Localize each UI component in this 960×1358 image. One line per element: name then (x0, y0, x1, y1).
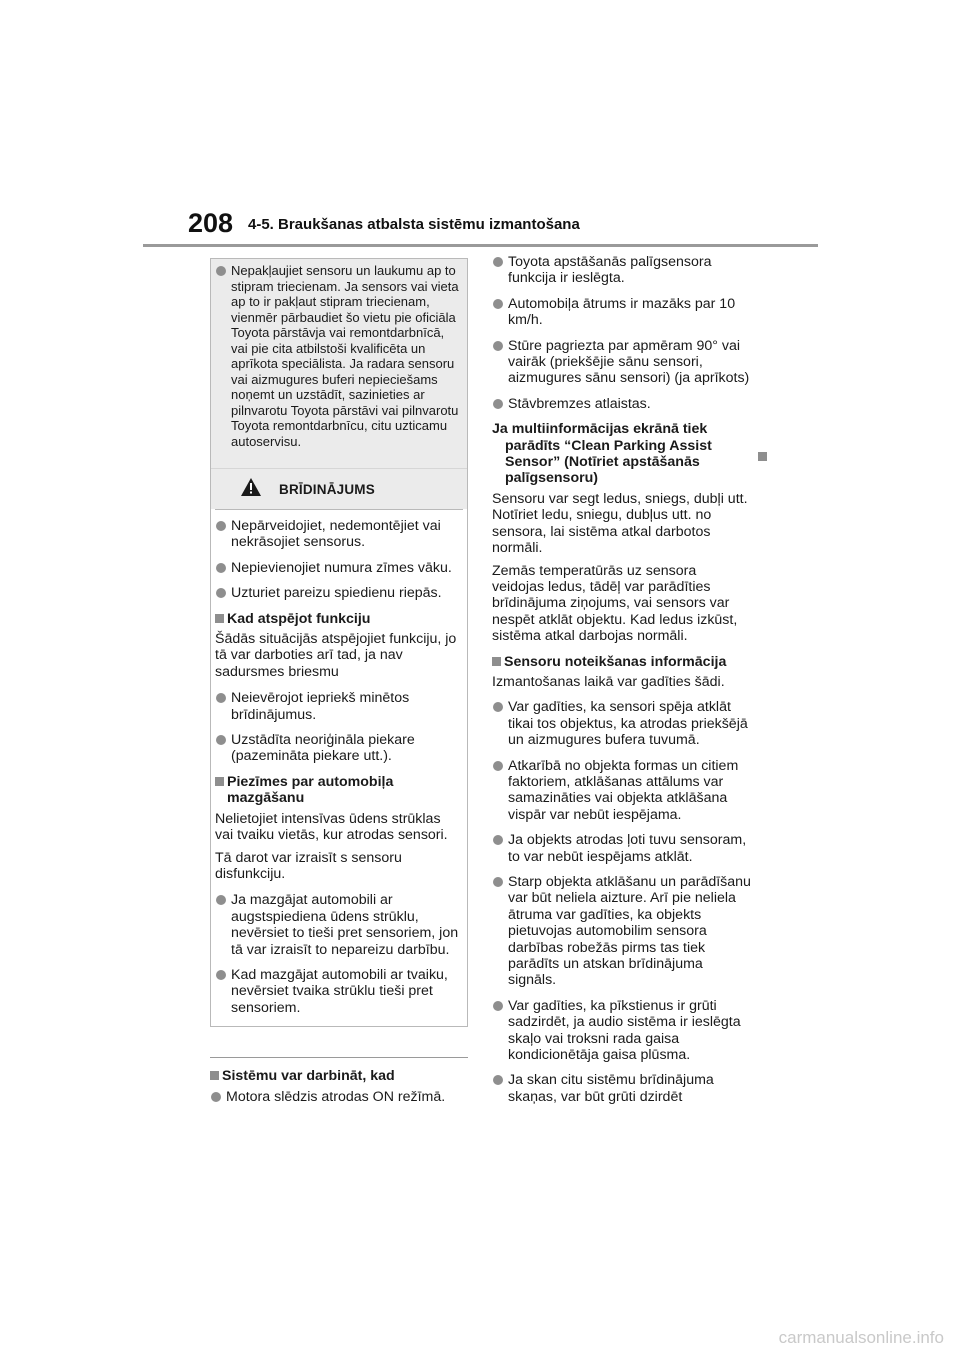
operate-item: Automobiļa ātrums ir mazāks par 10 km/h. (492, 296, 752, 329)
warning-item: Uzturiet pareizu spiedienu riepās. (215, 585, 461, 601)
operate-item: Toyota apstāšanās palīgsensora funkcija ir ieslēgta. (492, 254, 752, 287)
wash-item: Kad mazgājat automobili ar tvaiku, nevērsiet tvaika strūklu tieši pret sensoriem. (215, 967, 461, 1016)
clean-text-2: Zemās temperatūrās uz sensora veidojas ledus, tādēļ var parādīties brīdinājuma ziņojums, vai sensors var nespēt atklāt objektu. Kad ledus izkūst, sistēma atkal darbojas normāli. (492, 562, 738, 645)
detect-item: Var gadīties, ka sensori spēja atklāt tikai tos objektus, ka atrodas priekšējā un aizmugures bufera tuvumā. (492, 699, 752, 748)
disable-item: Neievērojot iepriekš minētos brīdinājumus. (215, 690, 461, 723)
page-header (188, 208, 818, 248)
warning-title: BRĪDINĀJUMS (279, 482, 375, 497)
detect-item: Starp objekta atklāšanu un parādīšanu var būt neliela aizture. Arī pie neliela ātruma var gadīties, ka objekts pietuvojas automobilim sensora darbības robežās pirms tas tiek parādīts un atskan brīdinājuma signāls. (492, 874, 752, 989)
clean-heading-text: Ja multiinformācijas ekrānā tiek parādīts “Clean Parking Assist Sensor” (Notīriet apstāšanās palīgsensoru) (492, 421, 712, 487)
left-column (210, 258, 468, 1114)
detect-item: Var gadīties, ka pīkstienus ir grūti sadzirdēt, ja audio sistēma ir ieslēgta skaļo vai troksni rada gaisa kondicionētāja gaisa plūsma. (492, 998, 752, 1064)
header-rule (143, 244, 818, 247)
wash-heading: Piezīmes par automobiļa mazgāšanu (215, 774, 461, 807)
disable-heading: Kad atspējot funkciju (215, 611, 461, 627)
caution-item: Nepakļaujiet sensoru un laukumu ap to stipram triecienam. Ja sensors vai vieta ap to ir pakļaut stipram triecienam, vienmēr pārbaudiet šo vietu pie oficiāla Toyota pārstāvja vai remontdarbnīcā, vai pie cita atbilstoši kvalificēta un aprīkota speciālista. Ja radara sensoru vai aizmugures buferi nepieciešams noņemt un uzstādīt, sazinieties ar pilnvarotu Toyota pārstāvi vai pilnvarotu Toyota remontdarbnīcu, citu uzticamu autoservisu. (215, 263, 461, 449)
clean-text-1: Sensoru var segt ledus, sniegs, dubļi utt. Notīriet ledu, sniegu, dubļus utt. no sensora, lai sistēma atkal darbotos normāli. (492, 490, 748, 557)
operate-heading: Sistēmu var darbināt, kad (210, 1068, 468, 1084)
detect-item: Ja objekts atrodas ļoti tuvu sensoram, to var nebūt iespējams atklāt. (492, 832, 752, 865)
right-column (492, 254, 752, 1114)
wash-item: Ja mazgājat automobili ar augstspiediena ūdens strūklu, nevērsiet to tieši pret sensoriem, jon tā var izraisīt to nepareizu darbību. (215, 892, 461, 958)
operate-item: Stāvbremzes atlaistas. (492, 396, 752, 412)
warning-triangle-icon (241, 478, 261, 496)
section-divider (210, 1057, 468, 1058)
detect-item: Ja skan citu sistēmu brīdinājuma skaņas, var būt grūti dzirdēt (492, 1072, 752, 1105)
watermark: carmanualsonline.info (778, 1328, 944, 1347)
detect-item: Atkarībā no objekta formas un citiem faktoriem, atklāšanas attālums var samazināties vai objekta atklāšana vispār var nebūt iespējama. (492, 758, 752, 824)
clean-heading (492, 421, 752, 487)
disable-item: Uzstādīta neoriģināla piekare (pazemināta piekare utt.). (215, 732, 461, 765)
section-end-marker (758, 452, 767, 461)
warning-header (211, 468, 467, 509)
section-title: 4-5. Braukšanas atbalsta sistēmu izmantošana (248, 216, 580, 233)
disable-text: Šādās situācijās atspējojiet funkciju, jo tā var darboties arī tad, ja nav sadursmes briesmu (215, 631, 457, 680)
wash-text-2: Tā darot var izraisīt s sensoru disfunkciju. (215, 849, 402, 882)
caution-warning-panel (210, 258, 468, 1027)
warning-item: Nepievienojiet numura zīmes vāku. (215, 560, 461, 576)
detect-text: Izmantošanas laikā var gadīties šādi. (492, 673, 725, 690)
wash-text-1: Nelietojiet intensīvas ūdens strūklas vai tvaiku vietās, kur atrodas sensori. (215, 810, 448, 844)
page-number: 208 (188, 208, 234, 238)
operate-item: Motora slēdzis atrodas ON režīmā. (210, 1089, 468, 1105)
operate-item: Stūre pagriezta par apmēram 90° vai vairāk (priekšējie sānu sensori, aizmugures sānu sensori) (ja aprīkots) (492, 338, 752, 387)
warning-body (211, 510, 467, 1026)
warning-item: Nepārveidojiet, nedemontējiet vai nekrāsojiet sensorus. (215, 518, 461, 551)
caution-block (211, 259, 467, 468)
detect-heading: Sensoru noteikšanas informācija (492, 654, 752, 670)
